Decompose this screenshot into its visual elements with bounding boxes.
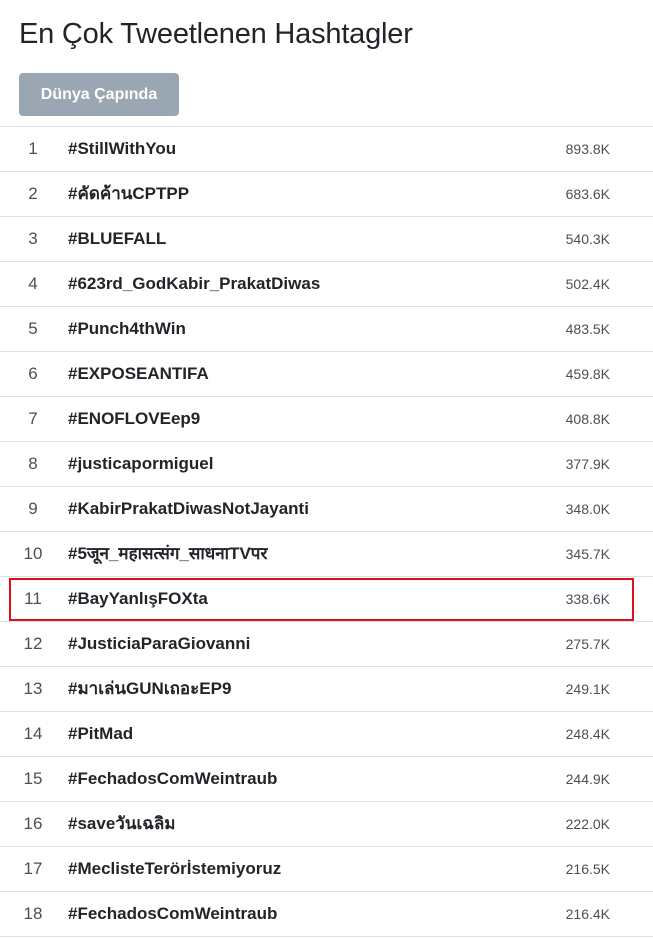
hashtag-link[interactable]: #PitMad: [68, 724, 134, 743]
tweet-count: 540.3K: [565, 231, 610, 247]
table-row[interactable]: [0, 802, 653, 847]
tweet-count: 275.7K: [565, 636, 610, 652]
tweet-count: 377.9K: [565, 456, 610, 472]
rank-number: 8: [28, 454, 38, 473]
tweet-count: 222.0K: [565, 816, 610, 832]
table-row[interactable]: [0, 442, 653, 487]
tweet-count: 502.4K: [565, 276, 610, 292]
table-row[interactable]: [0, 487, 653, 532]
hashtag-link[interactable]: #StillWithYou: [68, 139, 177, 158]
rank-number: 1: [28, 139, 38, 158]
rank-number: 17: [23, 859, 43, 878]
tweet-count: 248.4K: [565, 726, 610, 742]
table-row[interactable]: [0, 892, 653, 937]
hashtag-link[interactable]: #EXPOSEANTIFA: [68, 364, 209, 383]
tweet-count: 345.7K: [565, 546, 610, 562]
tweet-count: 683.6K: [565, 186, 610, 202]
table-row[interactable]: [0, 712, 653, 757]
tweet-count: 249.1K: [565, 681, 610, 697]
worldwide-filter-button[interactable]: Dünya Çapında: [19, 73, 179, 116]
hashtag-link[interactable]: #FechadosComWeintraub: [68, 769, 278, 788]
rank-number: 18: [23, 904, 43, 923]
hashtag-link[interactable]: #623rd_GodKabir_PrakatDiwas: [68, 274, 321, 293]
table-row[interactable]: [0, 217, 653, 262]
hashtag-link[interactable]: #MeclisteTerörİstemiyoruz: [68, 859, 282, 878]
table-row[interactable]: [0, 847, 653, 892]
rank-number: 11: [24, 589, 42, 608]
tweet-count: 459.8K: [565, 366, 610, 382]
hashtag-link[interactable]: #justicapormiguel: [68, 454, 214, 473]
rank-number: 10: [23, 544, 43, 563]
hashtag-link[interactable]: #BLUEFALL: [68, 229, 167, 248]
table-row[interactable]: [0, 397, 653, 442]
tweet-count: 338.6K: [565, 591, 610, 607]
hashtag-link[interactable]: #5जून_महासत्संग_साधनाTVपर: [68, 544, 268, 563]
tweet-count: 893.8K: [565, 141, 610, 157]
tweet-count: 408.8K: [565, 411, 610, 427]
hashtag-link[interactable]: #ENOFLOVEep9: [68, 409, 201, 428]
tweet-count: 244.9K: [565, 771, 610, 787]
tweet-count: 348.0K: [565, 501, 610, 517]
table-row[interactable]: [0, 172, 653, 217]
rank-number: 3: [28, 229, 38, 248]
tweet-count: 483.5K: [565, 321, 610, 337]
table-row[interactable]: [0, 352, 653, 397]
table-row[interactable]: [0, 307, 653, 352]
table-row[interactable]: [0, 127, 653, 172]
hashtag-link[interactable]: #FechadosComWeintraub: [68, 904, 278, 923]
tweet-count: 216.4K: [565, 906, 610, 922]
table-row[interactable]: [0, 532, 653, 577]
tweet-count: 216.5K: [565, 861, 610, 877]
rank-number: 12: [23, 634, 43, 653]
rank-number: 14: [23, 724, 43, 743]
rank-number: 2: [28, 184, 38, 203]
rank-number: 9: [28, 499, 38, 518]
rank-number: 7: [28, 409, 38, 428]
hashtag-link[interactable]: #มาเล่นGUNเถอะEP9: [68, 679, 232, 698]
table-row[interactable]: [0, 262, 653, 307]
rank-number: 15: [23, 769, 43, 788]
page-title: En Çok Tweetlenen Hashtagler: [19, 18, 413, 50]
rank-number: 5: [28, 319, 38, 338]
table-row[interactable]: [0, 622, 653, 667]
table-row[interactable]: [0, 667, 653, 712]
rank-number: 4: [28, 274, 38, 293]
table-row[interactable]: [0, 757, 653, 802]
rank-number: 16: [23, 814, 43, 833]
hashtag-link[interactable]: #JusticiaParaGiovanni: [68, 634, 251, 653]
hashtag-link[interactable]: #BayYanlışFOXta: [68, 589, 208, 608]
hashtag-link[interactable]: #KabirPrakatDiwasNotJayanti: [68, 499, 309, 518]
hashtag-link[interactable]: #Punch4thWin: [68, 319, 186, 338]
rank-number: 13: [23, 679, 43, 698]
hashtag-link[interactable]: #saveวันเฉลิม: [68, 814, 176, 833]
trend-table: [0, 126, 653, 937]
hashtag-link[interactable]: #คัดค้านCPTPP: [68, 184, 190, 203]
table-row-highlighted[interactable]: [0, 577, 653, 622]
rank-number: 6: [28, 364, 38, 383]
